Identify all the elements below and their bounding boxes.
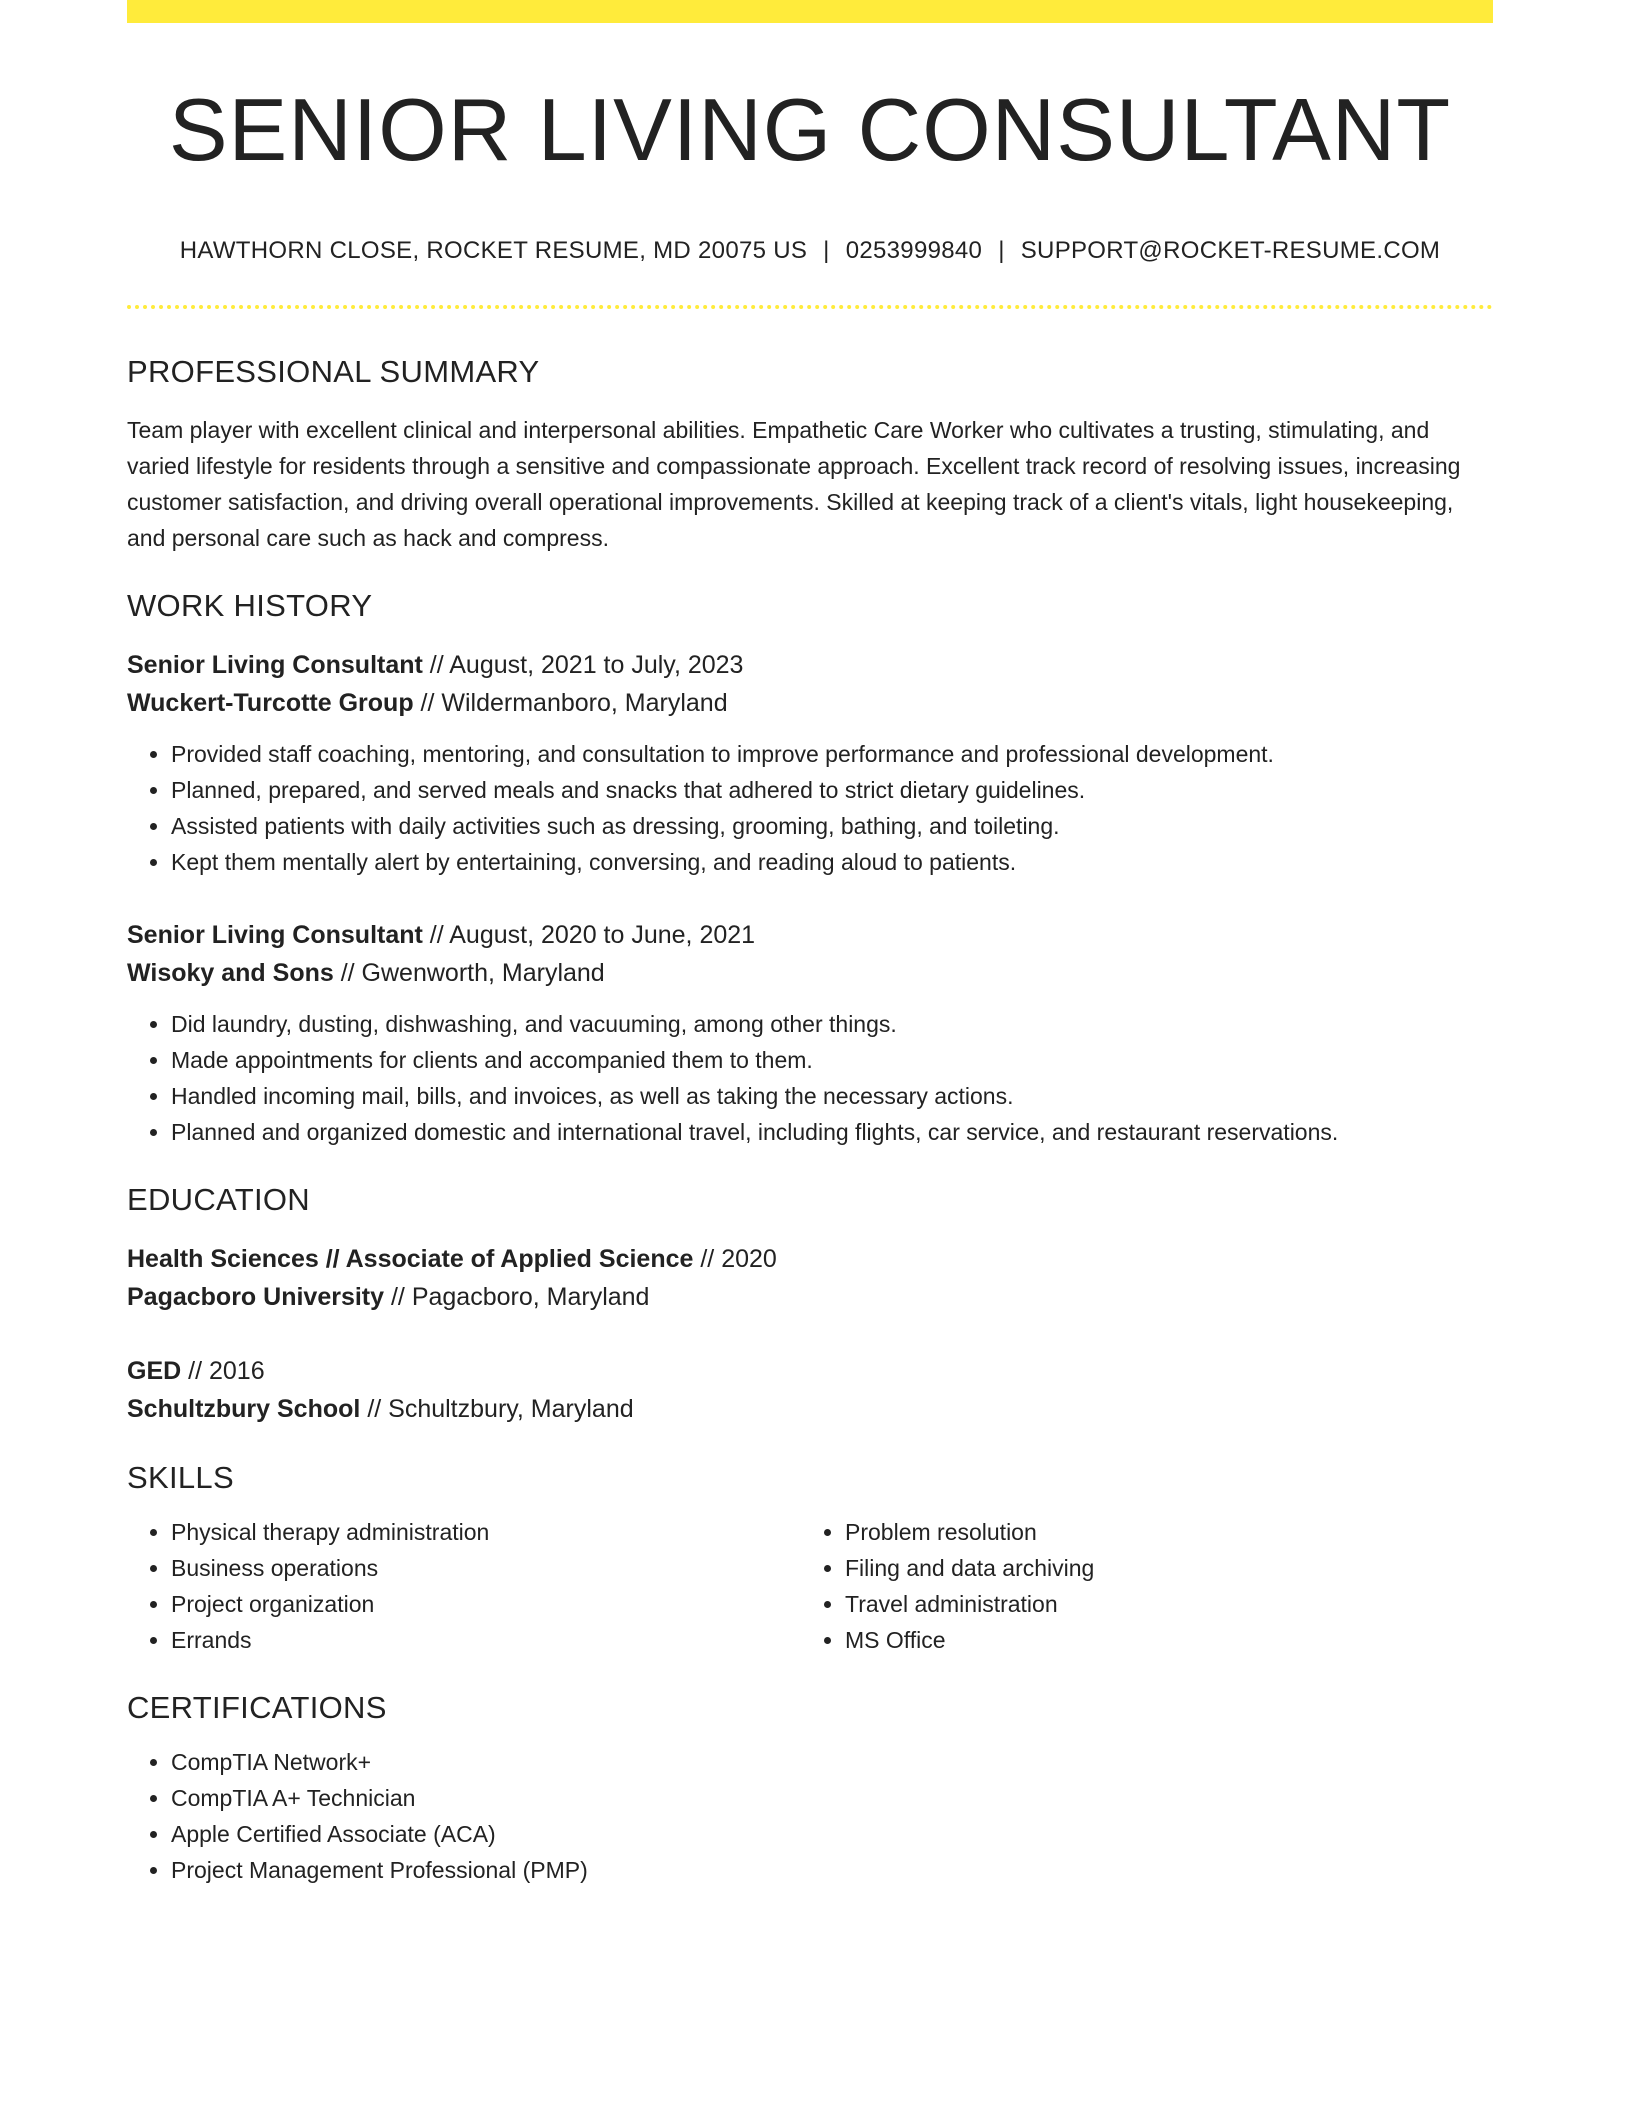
job-dates: // August, 2020 to June, 2021 <box>429 921 756 949</box>
job-company: Wuckert-Turcotte Group <box>127 689 414 717</box>
list-item: • Kept them mentally alert by entertaining, conversing, and reading aloud to patients. <box>171 844 1493 880</box>
skills-title: SKILLS <box>127 1460 234 1495</box>
certifications-section <box>127 1686 1493 1888</box>
contact-separator: | <box>823 237 830 264</box>
degree-name: Health Sciences // Associate of Applied Science <box>127 1245 694 1273</box>
school-name: Pagacboro University <box>127 1283 385 1311</box>
school-location: // Pagacboro, Maryland <box>390 1283 650 1311</box>
header-divider <box>127 305 1493 309</box>
school-name: Schultzbury School <box>127 1395 361 1423</box>
job-entry <box>127 646 1493 880</box>
job-entry <box>127 916 1493 1150</box>
list-item: • Project organization <box>171 1586 801 1622</box>
summary-title: PROFESSIONAL SUMMARY <box>127 354 540 389</box>
job-company-line <box>127 954 1493 992</box>
job-role: Senior Living Consultant <box>127 921 423 949</box>
list-item: • CompTIA Network+ <box>171 1744 1493 1780</box>
certifications-title: CERTIFICATIONS <box>127 1690 387 1725</box>
job-location: // Wildermanboro, Maryland <box>420 689 728 717</box>
list-item: • Apple Certified Associate (ACA) <box>171 1816 1493 1852</box>
resume-body <box>127 350 1493 1888</box>
school-line <box>127 1278 1493 1316</box>
job-company: Wisoky and Sons <box>127 959 334 987</box>
list-item: • Errands <box>171 1622 801 1658</box>
contact-separator: | <box>998 237 1005 264</box>
job-role-line <box>127 916 1493 954</box>
education-entry <box>127 1352 1493 1428</box>
accent-bar <box>127 0 1493 23</box>
list-item: • Made appointments for clients and accompanied them to them. <box>171 1042 1493 1078</box>
candidate-name: SENIOR LIVING CONSULTANT <box>168 80 1452 179</box>
job-bullets <box>127 1006 1493 1150</box>
skills-columns <box>127 1514 1493 1658</box>
job-bullets <box>127 736 1493 880</box>
job-company-line <box>127 684 1493 722</box>
certifications-list <box>127 1744 1493 1888</box>
skills-section <box>127 1456 1493 1658</box>
degree-line <box>127 1240 1493 1278</box>
job-location: // Gwenworth, Maryland <box>340 959 605 987</box>
job-role-line <box>127 646 1493 684</box>
list-item: • Business operations <box>171 1550 801 1586</box>
school-location: // Schultzbury, Maryland <box>367 1395 634 1423</box>
work-section <box>127 584 1493 1150</box>
list-item: • Planned, prepared, and served meals and snacks that adhered to strict dietary guidelines. <box>171 772 1493 808</box>
degree-line <box>127 1352 1493 1390</box>
education-section <box>127 1178 1493 1428</box>
list-item: • Travel administration <box>845 1586 1475 1622</box>
list-item: • Problem resolution <box>845 1514 1475 1550</box>
contact-email: SUPPORT@ROCKET-RESUME.COM <box>1020 237 1441 264</box>
list-item: • Handled incoming mail, bills, and invoices, as well as taking the necessary actions. <box>171 1078 1493 1114</box>
list-item: • Physical therapy administration <box>171 1514 801 1550</box>
job-dates: // August, 2021 to July, 2023 <box>429 651 744 679</box>
contact-phone: 0253999840 <box>845 237 983 264</box>
list-item: • Provided staff coaching, mentoring, and consultation to improve performance and professional development. <box>171 736 1493 772</box>
degree-name: GED <box>127 1357 182 1385</box>
contact-address: HAWTHORN CLOSE, ROCKET RESUME, MD 20075 US <box>179 237 808 264</box>
skills-column-2 <box>801 1514 1475 1658</box>
list-item: • Planned and organized domestic and international travel, including flights, car service, and restaurant reservations. <box>171 1114 1493 1150</box>
education-entry <box>127 1240 1493 1316</box>
work-title: WORK HISTORY <box>127 588 373 623</box>
education-title: EDUCATION <box>127 1182 310 1217</box>
list-item: • MS Office <box>845 1622 1475 1658</box>
job-role: Senior Living Consultant <box>127 651 423 679</box>
list-item: • Filing and data archiving <box>845 1550 1475 1586</box>
list-item: • Project Management Professional (PMP) <box>171 1852 1493 1888</box>
skills-column-1 <box>127 1514 801 1658</box>
summary-text: Team player with excellent clinical and interpersonal abilities. Empathetic Care Worker who cultivates a trusting, stimulating, and varied lifestyle for residents through a sensitive and compassionate approach. Excellent track record of resolving issues, increasing customer satisfaction, and driving overall operational improvements. Skilled at keeping track of a client's vitals, light housekeeping, and personal care such as hack and compress. <box>127 417 1461 551</box>
degree-year: // 2020 <box>700 1245 777 1273</box>
list-item: • Assisted patients with daily activities such as dressing, grooming, bathing, and toileting. <box>171 808 1493 844</box>
summary-section <box>127 350 1493 556</box>
contact-line <box>127 236 1493 266</box>
list-item: • Did laundry, dusting, dishwashing, and vacuuming, among other things. <box>171 1006 1493 1042</box>
school-line <box>127 1390 1493 1428</box>
list-item: • CompTIA A+ Technician <box>171 1780 1493 1816</box>
degree-year: // 2016 <box>188 1357 265 1385</box>
